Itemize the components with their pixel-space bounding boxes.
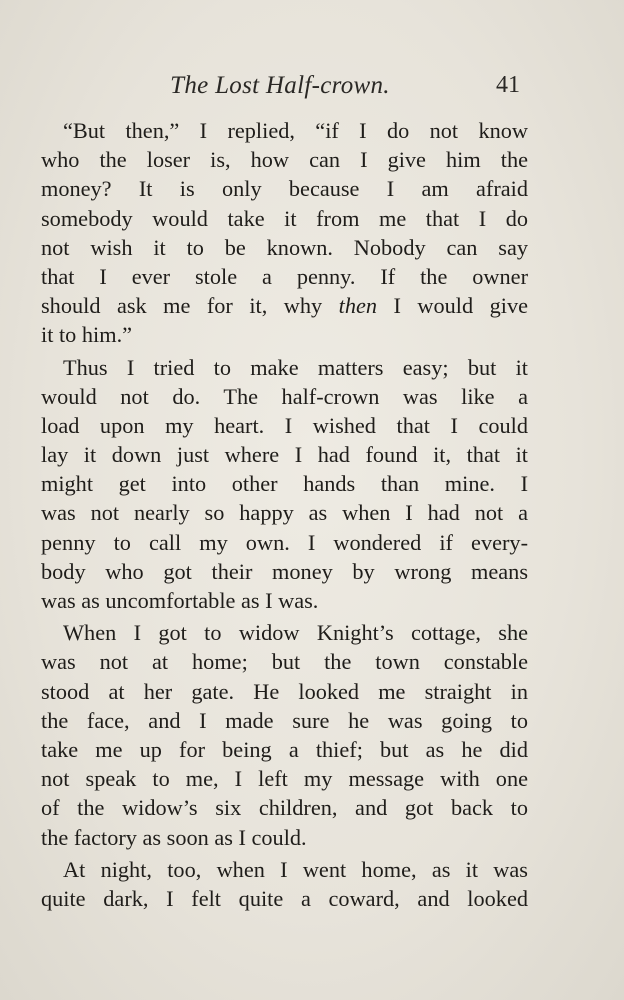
page-number: 41 bbox=[496, 72, 520, 98]
text-line: that I ever stole a penny. If the owner bbox=[41, 263, 528, 289]
text-line: the factory as soon as I could. bbox=[41, 824, 307, 850]
text-line: the face, and I made sure he was going to bbox=[41, 707, 528, 733]
text-line: penny to call my own. I wondered if every- bbox=[41, 529, 528, 555]
text-line: Thus I tried to make matters easy; but it bbox=[63, 354, 528, 380]
text-line: not wish it to be known. Nobody can say bbox=[41, 234, 528, 260]
text-line: When I got to widow Knight’s cottage, she bbox=[63, 620, 528, 646]
text-line: it to him.” bbox=[41, 322, 133, 348]
text-line: body who got their money by wrong means bbox=[41, 558, 528, 584]
text-line: was not at home; but the town constable bbox=[41, 649, 528, 675]
text-line bbox=[41, 291, 528, 320]
text-line: stood at her gate. He looked me straight in bbox=[41, 678, 528, 704]
text-line: of the widow’s six children, and got back to bbox=[41, 795, 528, 821]
text-segment: should ask me for it, why bbox=[41, 293, 339, 319]
text-line: was not nearly so happy as when I had not a bbox=[41, 500, 528, 526]
emphasis-word: then bbox=[338, 293, 378, 319]
page-header bbox=[0, 70, 624, 106]
paragraph bbox=[41, 618, 528, 852]
text-line: was as uncomfortable as I was. bbox=[41, 588, 319, 613]
text-line: load upon my heart. I wished that I could bbox=[41, 412, 528, 438]
text-line: At night, too, when I went home, as it was bbox=[63, 856, 528, 882]
text-line: “But then,” I replied, “if I do not know bbox=[63, 118, 528, 143]
text-line: who the loser is, how can I give him the bbox=[41, 147, 528, 173]
paragraph bbox=[41, 353, 528, 616]
text-line: might get into other hands than mine. I bbox=[41, 471, 528, 497]
text-line: money? It is only because I am afraid bbox=[41, 176, 528, 202]
text-line: quite dark, I felt quite a coward, and looked bbox=[41, 885, 528, 911]
text-line: lay it down just where I had found it, that it bbox=[41, 442, 528, 468]
text-segment: I would give bbox=[377, 293, 529, 319]
running-title: The Lost Half-crown. bbox=[170, 72, 390, 99]
paragraph bbox=[41, 116, 528, 350]
text-line: take me up for being a thief; but as he did bbox=[41, 736, 528, 762]
text-line: would not do. The half-crown was like a bbox=[41, 383, 528, 409]
paragraph bbox=[41, 855, 528, 913]
body-text bbox=[41, 116, 528, 913]
text-line: somebody would take it from me that I do bbox=[41, 205, 528, 231]
text-line: not speak to me, I left my message with one bbox=[41, 766, 528, 792]
